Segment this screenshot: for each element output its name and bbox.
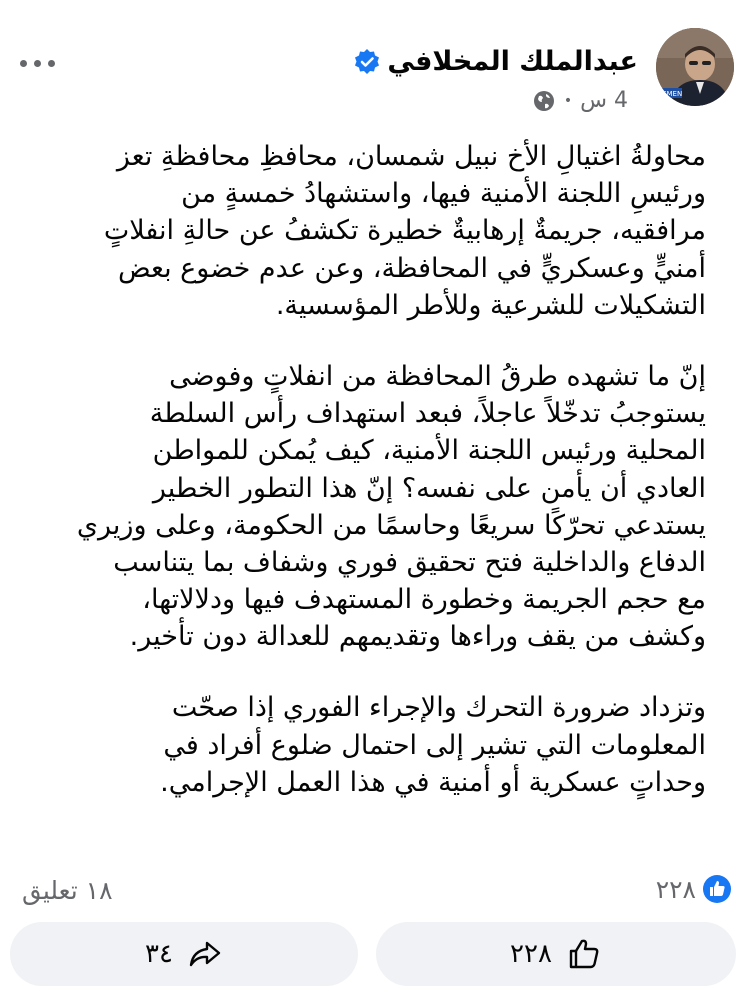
text-line: مع حجم الجريمة وخطورة المستهدف فيها ودلالاتها، bbox=[142, 584, 706, 616]
paragraph bbox=[36, 689, 706, 801]
share-button[interactable] bbox=[10, 922, 358, 986]
paragraph bbox=[36, 358, 706, 656]
more-dot-icon bbox=[34, 60, 41, 67]
text-line: أمنيٍّ وعسكريٍّ في المحافظة، وعن عدم خضوع بعض bbox=[117, 252, 706, 284]
author-name[interactable]: عبدالملك المخلافي bbox=[387, 46, 638, 77]
like-button[interactable] bbox=[376, 922, 736, 986]
text-line: المحلية ورئيس اللجنة الأمنية، كيف يُمكن للمواطن bbox=[152, 435, 706, 467]
avatar-caption: YEMEN bbox=[657, 90, 683, 98]
avatar-photo bbox=[656, 28, 734, 106]
more-options-button[interactable] bbox=[20, 60, 55, 67]
paragraph bbox=[36, 138, 706, 324]
text-line: الدفاع والداخلية فتح تحقيق فوري وشفاف بما يتناسب bbox=[113, 546, 706, 578]
text-line: إنّ ما تشهده طرقُ المحافظة من انفلاتٍ وفوضى bbox=[169, 360, 706, 392]
like-count: ٢٢٨ bbox=[510, 939, 552, 969]
reactions-count: ٢٢٨ bbox=[655, 874, 696, 904]
post-meta bbox=[532, 88, 628, 113]
more-dot-icon bbox=[48, 60, 55, 67]
share-count: ٣٤ bbox=[145, 939, 173, 969]
text-line: مرافقيه، جريمةٌ إرهابيةٌ خطيرة تكشفُ عن حالةِ انفلاتٍ bbox=[103, 215, 706, 247]
reactions-summary[interactable] bbox=[656, 874, 732, 904]
post-time[interactable]: 4 س bbox=[580, 88, 628, 113]
more-dot-icon bbox=[20, 60, 27, 67]
text-line: يستدعي تحرّكًا سريعًا وحاسمًا من الحكومة، وعلى وزيري bbox=[76, 509, 706, 541]
text-line: وحداتٍ عسكرية أو أمنية في هذا العمل الإجرامي. bbox=[160, 766, 706, 798]
like-reaction-icon bbox=[702, 874, 732, 904]
paragraph-spacer bbox=[36, 655, 706, 689]
text-line: التشكيلات للشرعية وللأطر المؤسسية. bbox=[275, 289, 706, 321]
globe-icon[interactable] bbox=[532, 89, 556, 113]
paragraph-spacer bbox=[36, 324, 706, 358]
text-line: ورئيسِ اللجنة الأمنية فيها، واستشهادُ خمسةٍ من bbox=[181, 178, 706, 210]
share-arrow-icon bbox=[187, 936, 223, 972]
verified-badge-icon bbox=[353, 48, 381, 76]
text-line: وتزداد ضرورة التحرك والإجراء الفوري إذا صحّت bbox=[171, 692, 706, 724]
thumbs-up-icon bbox=[566, 936, 602, 972]
post-body bbox=[36, 138, 706, 801]
text-line: محاولةُ اغتيالِ الأخ نبيل شمسان، محافظِ محافظةِ تعز bbox=[116, 141, 706, 172]
meta-separator-dot: • bbox=[563, 92, 573, 109]
text-line: العادي أن يأمن على نفسه؟ إنّ هذا التطور الخطير bbox=[152, 472, 706, 504]
author-row bbox=[353, 46, 638, 77]
text-line: وكشف من يقف وراءها وتقديمهم للعدالة دون تأخير. bbox=[129, 621, 706, 653]
engagement-stats bbox=[0, 872, 750, 912]
text-line: يستوجبُ تدخّلاً عاجلاً، فبعد استهداف رأس السلطة bbox=[149, 398, 706, 430]
comments-count[interactable]: ١٨ تعليق bbox=[22, 876, 113, 905]
text-line: المعلومات التي تشير إلى احتمال ضلوع أفراد في bbox=[163, 729, 706, 761]
post-header bbox=[0, 22, 750, 122]
avatar[interactable] bbox=[656, 28, 734, 106]
